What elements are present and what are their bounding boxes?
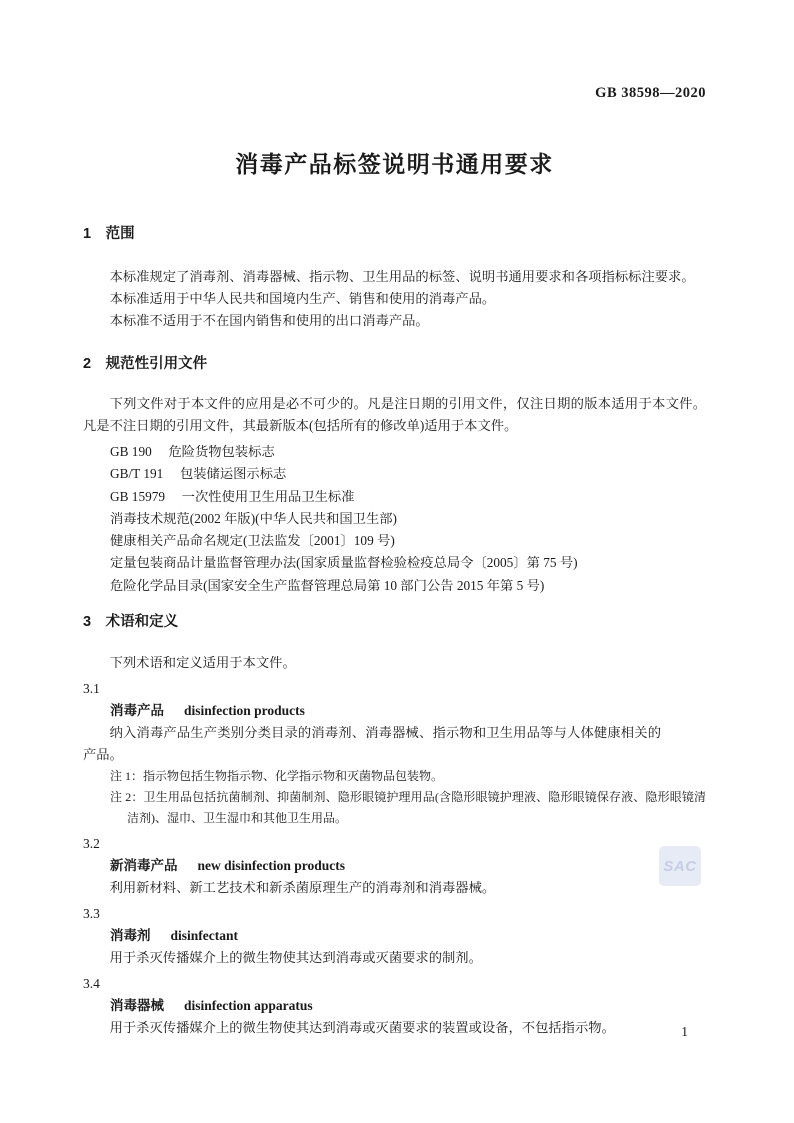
- reference-item: 定量包装商品计量监督管理办法(国家质量监督检验检疫总局令〔2005〕第 75 号): [110, 555, 578, 571]
- term-3-2: [83, 833, 706, 899]
- term-english: disinfection apparatus: [184, 998, 313, 1014]
- section-2-heading: 2 规范性引用文件: [83, 356, 208, 372]
- term-chinese: 消毒器械: [110, 998, 164, 1014]
- term-number: 3.1: [83, 681, 100, 697]
- section-normative-references: [83, 356, 706, 597]
- term-title: [83, 995, 706, 1017]
- reference-item: 消毒技术规范(2002 年版)(中华人民共和国卫生部): [110, 510, 397, 526]
- terms-intro: 下列术语和定义适用于本文件。: [109, 655, 296, 671]
- term-english: new disinfection products: [197, 858, 346, 874]
- reference-item: GB 190 危险货物包装标志: [110, 444, 275, 459]
- term-3-1: [83, 678, 706, 829]
- term-number: 3.3: [83, 906, 100, 922]
- section-1-heading: 1 范围: [83, 226, 135, 242]
- sac-watermark-text: SAC: [663, 857, 697, 875]
- term-chinese: 新消毒产品: [110, 858, 178, 874]
- document-title: 消毒产品标签说明书通用要求: [235, 151, 554, 177]
- term-title: [83, 855, 706, 877]
- standard-code: GB 38598—2020: [595, 85, 706, 101]
- term-definition: 用于杀灭传播媒介上的微生物使其达到消毒或灭菌要求的装置或设备，不包括指示物。: [109, 1020, 615, 1036]
- term-number: 3.2: [83, 836, 100, 852]
- term-number: 3.4: [83, 976, 100, 992]
- sac-watermark-logo: [659, 846, 701, 886]
- section-scope: [83, 226, 706, 332]
- term-chinese: 消毒产品: [110, 703, 164, 719]
- reference-item: 健康相关产品命名规定(卫法监发〔2001〕109 号): [110, 533, 395, 549]
- term-note: 注 1：指示物包括生物指示物、化学指示物和灭菌物品包装物。: [110, 769, 444, 784]
- section-3-heading: 3 术语和定义: [83, 614, 179, 631]
- term-english: disinfection products: [184, 703, 305, 719]
- reference-item: GB 15979 一次性使用卫生用品卫生标准: [110, 488, 355, 504]
- term-title: [83, 925, 706, 947]
- term-definition: 纳入消毒产品生产类别分类目录的消毒剂、消毒器械、指示物和卫生用品等与人体健康相关的产品。: [83, 725, 661, 763]
- term-title: [83, 700, 706, 722]
- section-terms-definitions: [83, 614, 706, 1039]
- reference-item: GB/T 191 包装储运图示标志: [110, 466, 287, 482]
- term-3-3: [83, 903, 706, 969]
- page-content: [83, 0, 706, 1039]
- scope-paragraph: 本标准不适用于不在国内销售和使用的出口消毒产品。: [109, 313, 429, 328]
- scope-paragraph: 本标准规定了消毒剂、消毒器械、指示物、卫生用品的标签、说明书通用要求和各项指标标注要求。: [109, 269, 695, 284]
- reference-item: 危险化学品目录(国家安全生产监督管理总局第 10 部门公告 2015 年第 5 号): [110, 577, 545, 593]
- term-3-4: [83, 973, 706, 1039]
- term-note: 注 2：卫生用品包括抗菌制剂、抑菌制剂、隐形眼镜护理用品(含隐形眼镜护理液、隐形眼镜保存液、隐形眼镜清洁剂)、湿巾、卫生湿巾和其他卫生用品。: [110, 790, 706, 826]
- term-definition: 用于杀灭传播媒介上的微生物使其达到消毒或灭菌要求的制剂。: [109, 950, 482, 966]
- term-chinese: 消毒剂: [110, 928, 151, 944]
- references-intro: 下列文件对于本文件的应用是必不可少的。凡是注日期的引用文件，仅注日期的版本适用于本文件。凡是不注日期的引用文件，其最新版本(包括所有的修改单)适用于本文件。: [83, 396, 706, 433]
- scope-paragraph: 本标准适用于中华人民共和国境内生产、销售和使用的消毒产品。: [109, 291, 496, 306]
- page-number: 1: [681, 1024, 688, 1039]
- term-definition: 利用新材料、新工艺技术和新杀菌原理生产的消毒剂和消毒器械。: [109, 880, 496, 896]
- term-english: disinfectant: [170, 928, 238, 944]
